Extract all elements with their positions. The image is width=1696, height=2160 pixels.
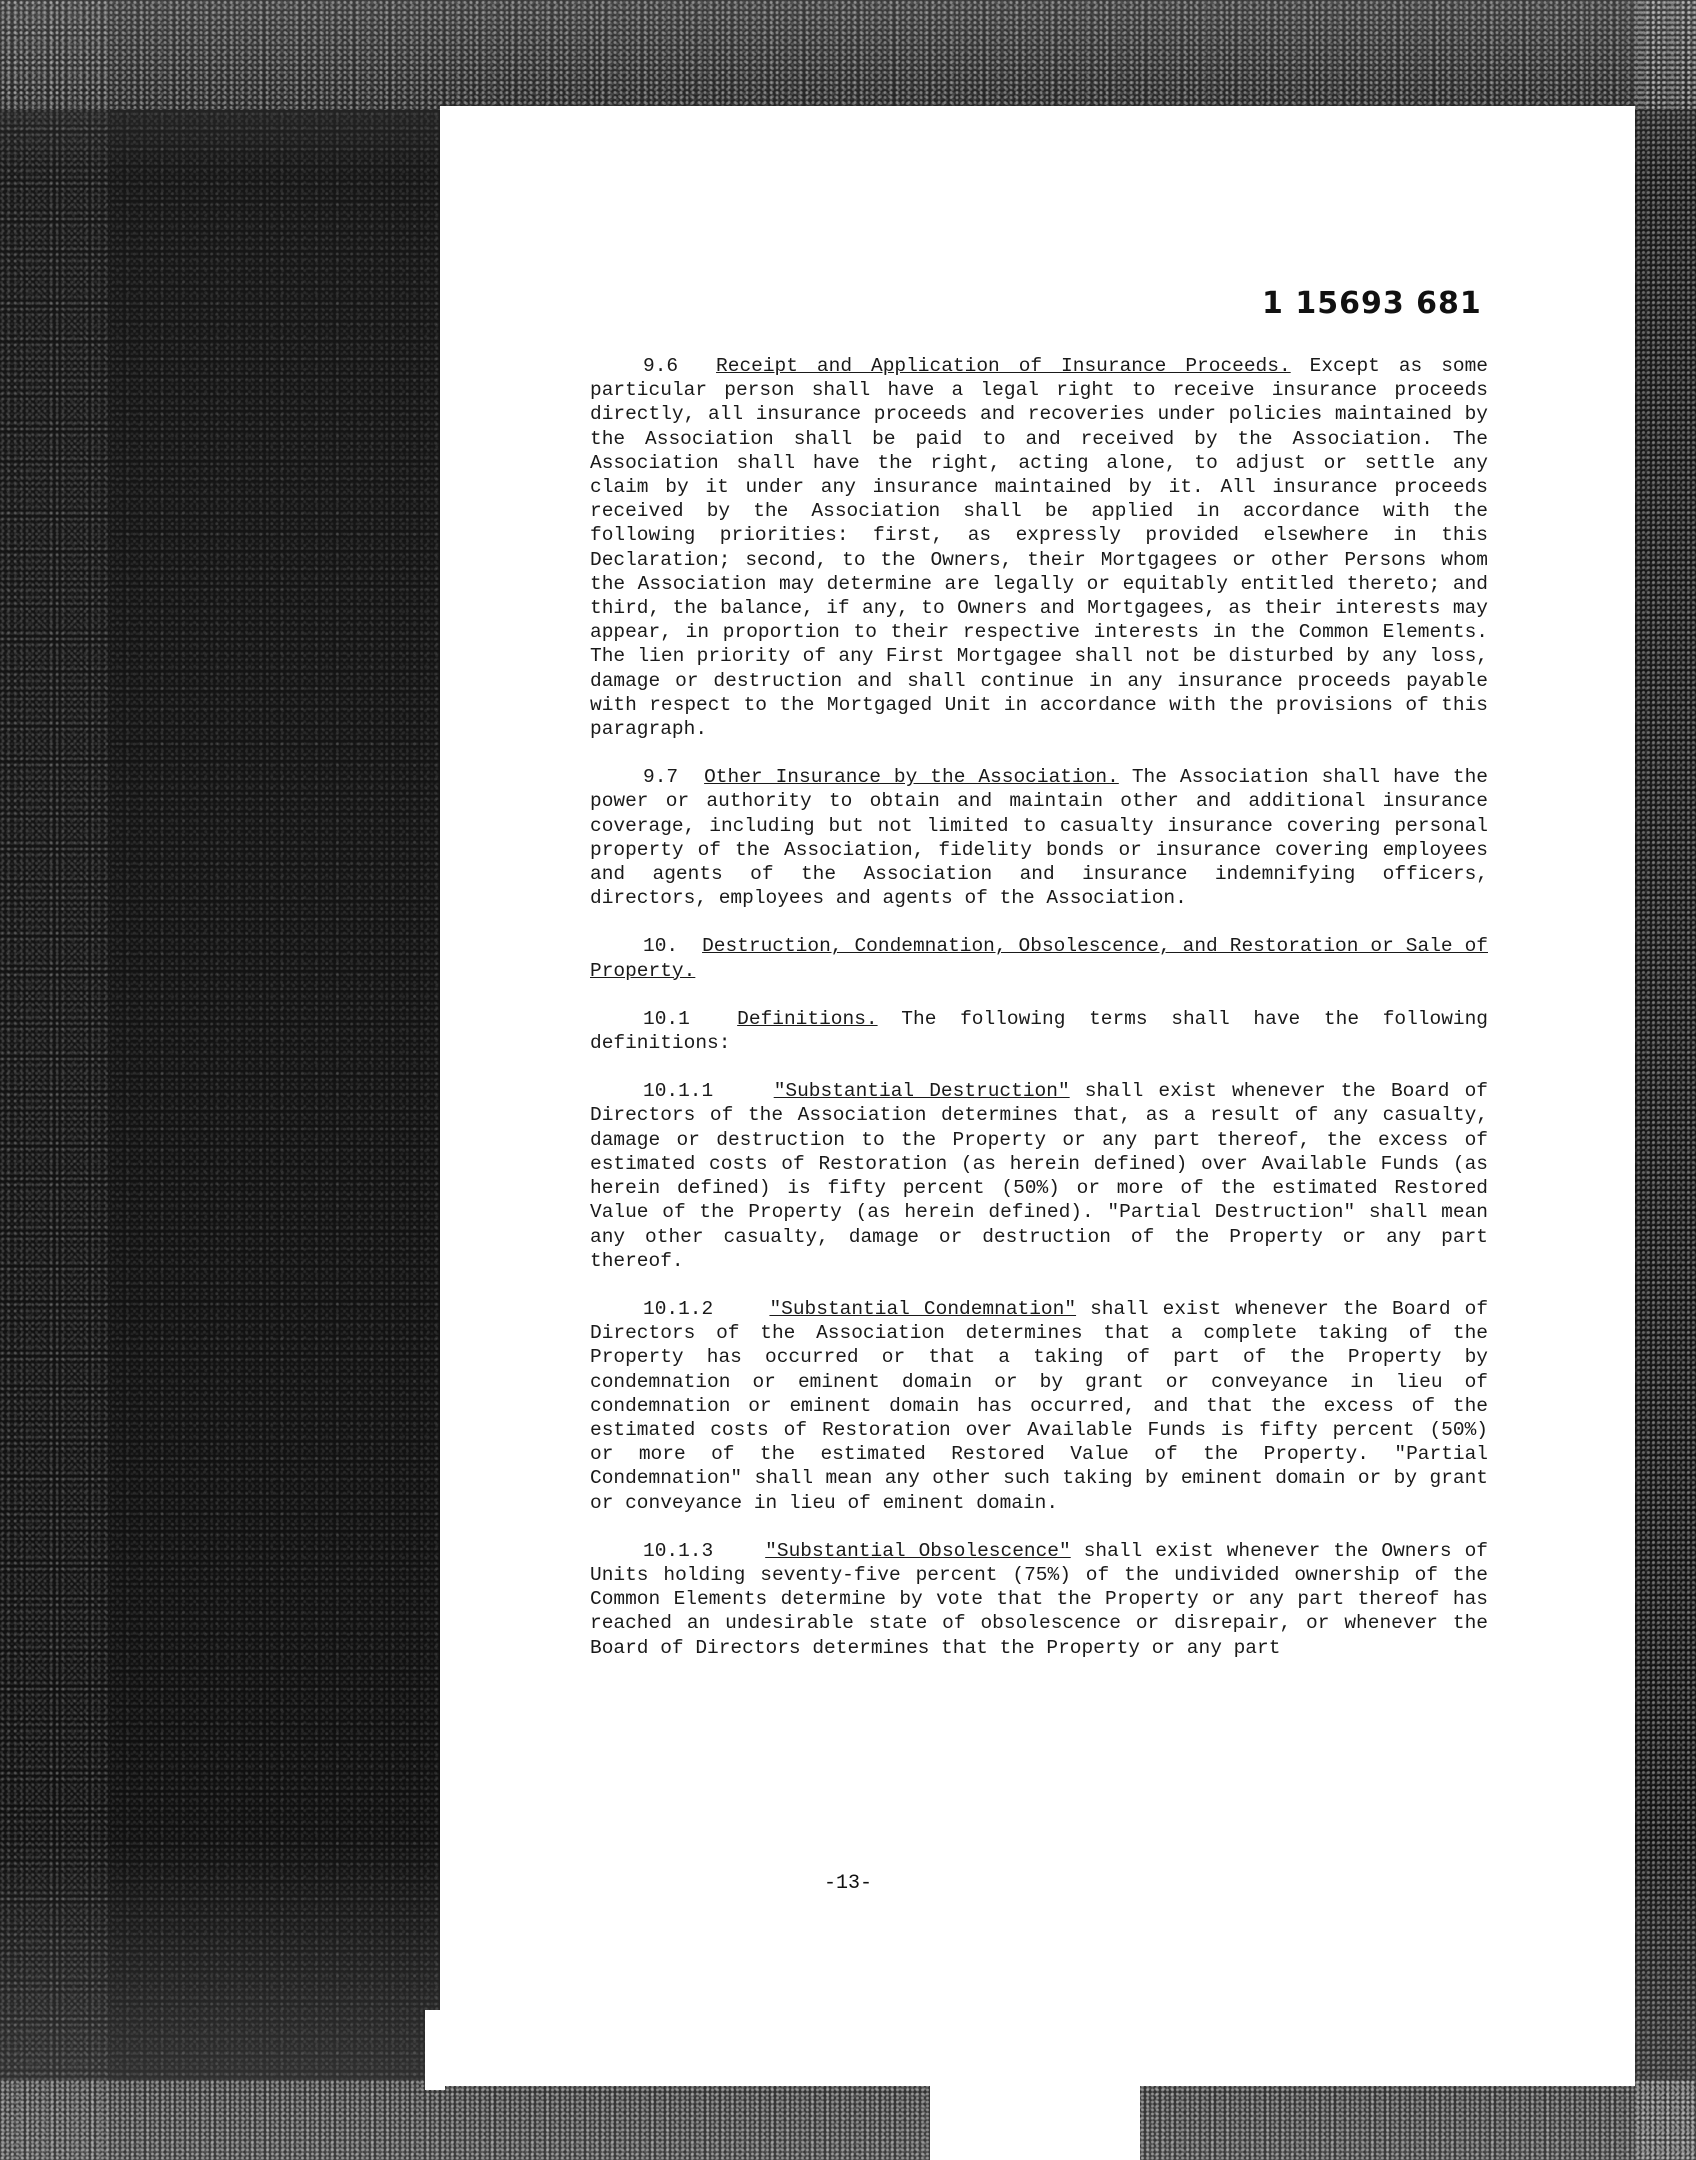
paragraph-10-1-2 (590, 1297, 1488, 1515)
section-number: 9.7 (643, 766, 679, 789)
scan-paper-strip (930, 2085, 1140, 2160)
section-text: shall exist whenever the Owners of Units holding seventy-five percent (75%) of the undivided ownership of the Common Elements determine by vote that the Property or any part thereof has reached an undesirable state of obsolescence or disrepair, or whenever the Board of Directors determines that the Property or any part (590, 1539, 1489, 1659)
section-heading: Other Insurance by the Association. (704, 766, 1119, 789)
paragraph-10-1-1 (590, 1079, 1488, 1273)
section-text: The Association shall have the power or authority to obtain and maintain other and additional insurance coverage, including but not limited to casualty insurance covering personal property of the Association, fidelity bonds or insurance covering employees and agents of the Association and insurance indemnifying officers, directors, employees and agents of the Association. (590, 766, 1489, 910)
section-heading: "Substantial Destruction" (773, 1080, 1070, 1103)
page-edge (425, 2010, 445, 2090)
section-number: 10.1.1 (643, 1080, 714, 1103)
scan-noise-bottom (0, 2080, 1696, 2160)
section-heading: Destruction, Condemnation, Obsolescence, and Restoration or Sale of Property. (590, 935, 1488, 982)
paragraph-10 (590, 934, 1488, 982)
section-number: 10. (643, 935, 679, 958)
section-heading: Receipt and Application of Insurance Proceeds. (716, 355, 1291, 377)
section-text: The following terms shall have the following definitions: (590, 1007, 1489, 1055)
document-number: 1 15693 681 (1262, 286, 1482, 321)
paragraph-9-6 (590, 354, 1488, 741)
scan-noise-left (0, 0, 110, 2160)
section-heading: Definitions. (737, 1007, 878, 1030)
section-text: Except as some particular person shall have a legal right to receive insurance proceeds directly, all insurance proceeds and recoveries under policies maintained by the Association shall be paid to and received by the Association. The Association shall have the right, acting alone, to adjust or settle any claim by it under any insurance maintained by it. All insurance proceeds received by the Association shall be applied in accordance with the following priorities: first, as expressly provided elsewhere in this Declaration; second, to the Owners, their Mortgagees or other Persons whom the Association may determine are legally or equitably entitled thereto; and third, the balance, if any, to Owners and Mortgagees, as their interests may appear, in proportion to their respective interests in the Common Elements. The lien priority of any First Mortgagee shall not be disturbed by any loss, damage or destruction and shall continue in any insurance proceeds payable with respect to the Mortgaged Unit in accordance with the provisions of this paragraph. (590, 355, 1488, 741)
section-number: 10.1.2 (643, 1297, 714, 1320)
section-number: 10.1 (643, 1007, 690, 1030)
scan-noise-top (0, 0, 1696, 110)
document-body (590, 354, 1488, 1684)
section-number: 10.1.3 (643, 1539, 714, 1562)
section-text: shall exist whenever the Board of Directors of the Association determines that a complete taking of the Property has occurred or that a taking of part of the Property by condemnation or eminent domain or by grant or conveyance in lieu of condemnation or eminent domain has occurred, and that the excess of the estimated costs of Restoration over Available Funds is fifty percent (50%) or more of the estimated Restored Value of the Property. "Partial Condemnation" shall mean any other such taking by eminent domain or by grant or conveyance in lieu of eminent domain. (590, 1297, 1489, 1514)
section-heading: "Substantial Obsolescence" (765, 1539, 1071, 1562)
scan-noise-right (1636, 0, 1696, 2160)
paragraph-10-1 (590, 1007, 1488, 1055)
section-heading: "Substantial Condemnation" (769, 1297, 1077, 1320)
paragraph-9-7 (590, 765, 1488, 910)
paragraph-10-1-3 (590, 1539, 1488, 1660)
section-text: shall exist whenever the Board of Directors of the Association determines that, as a result of any casualty, damage or destruction to the Property or any part thereof, the excess of estimated costs of Restoration (as herein defined) over Available Funds (as herein defined) is fifty percent (50%) or more of the estimated Restored Value of the Property (as herein defined). "Partial Destruction" shall mean any other casualty, damage or destruction of the Property or any part thereof. (590, 1080, 1489, 1272)
section-number: 9.6 (643, 355, 679, 377)
page-number: -13- (823, 1872, 872, 1895)
